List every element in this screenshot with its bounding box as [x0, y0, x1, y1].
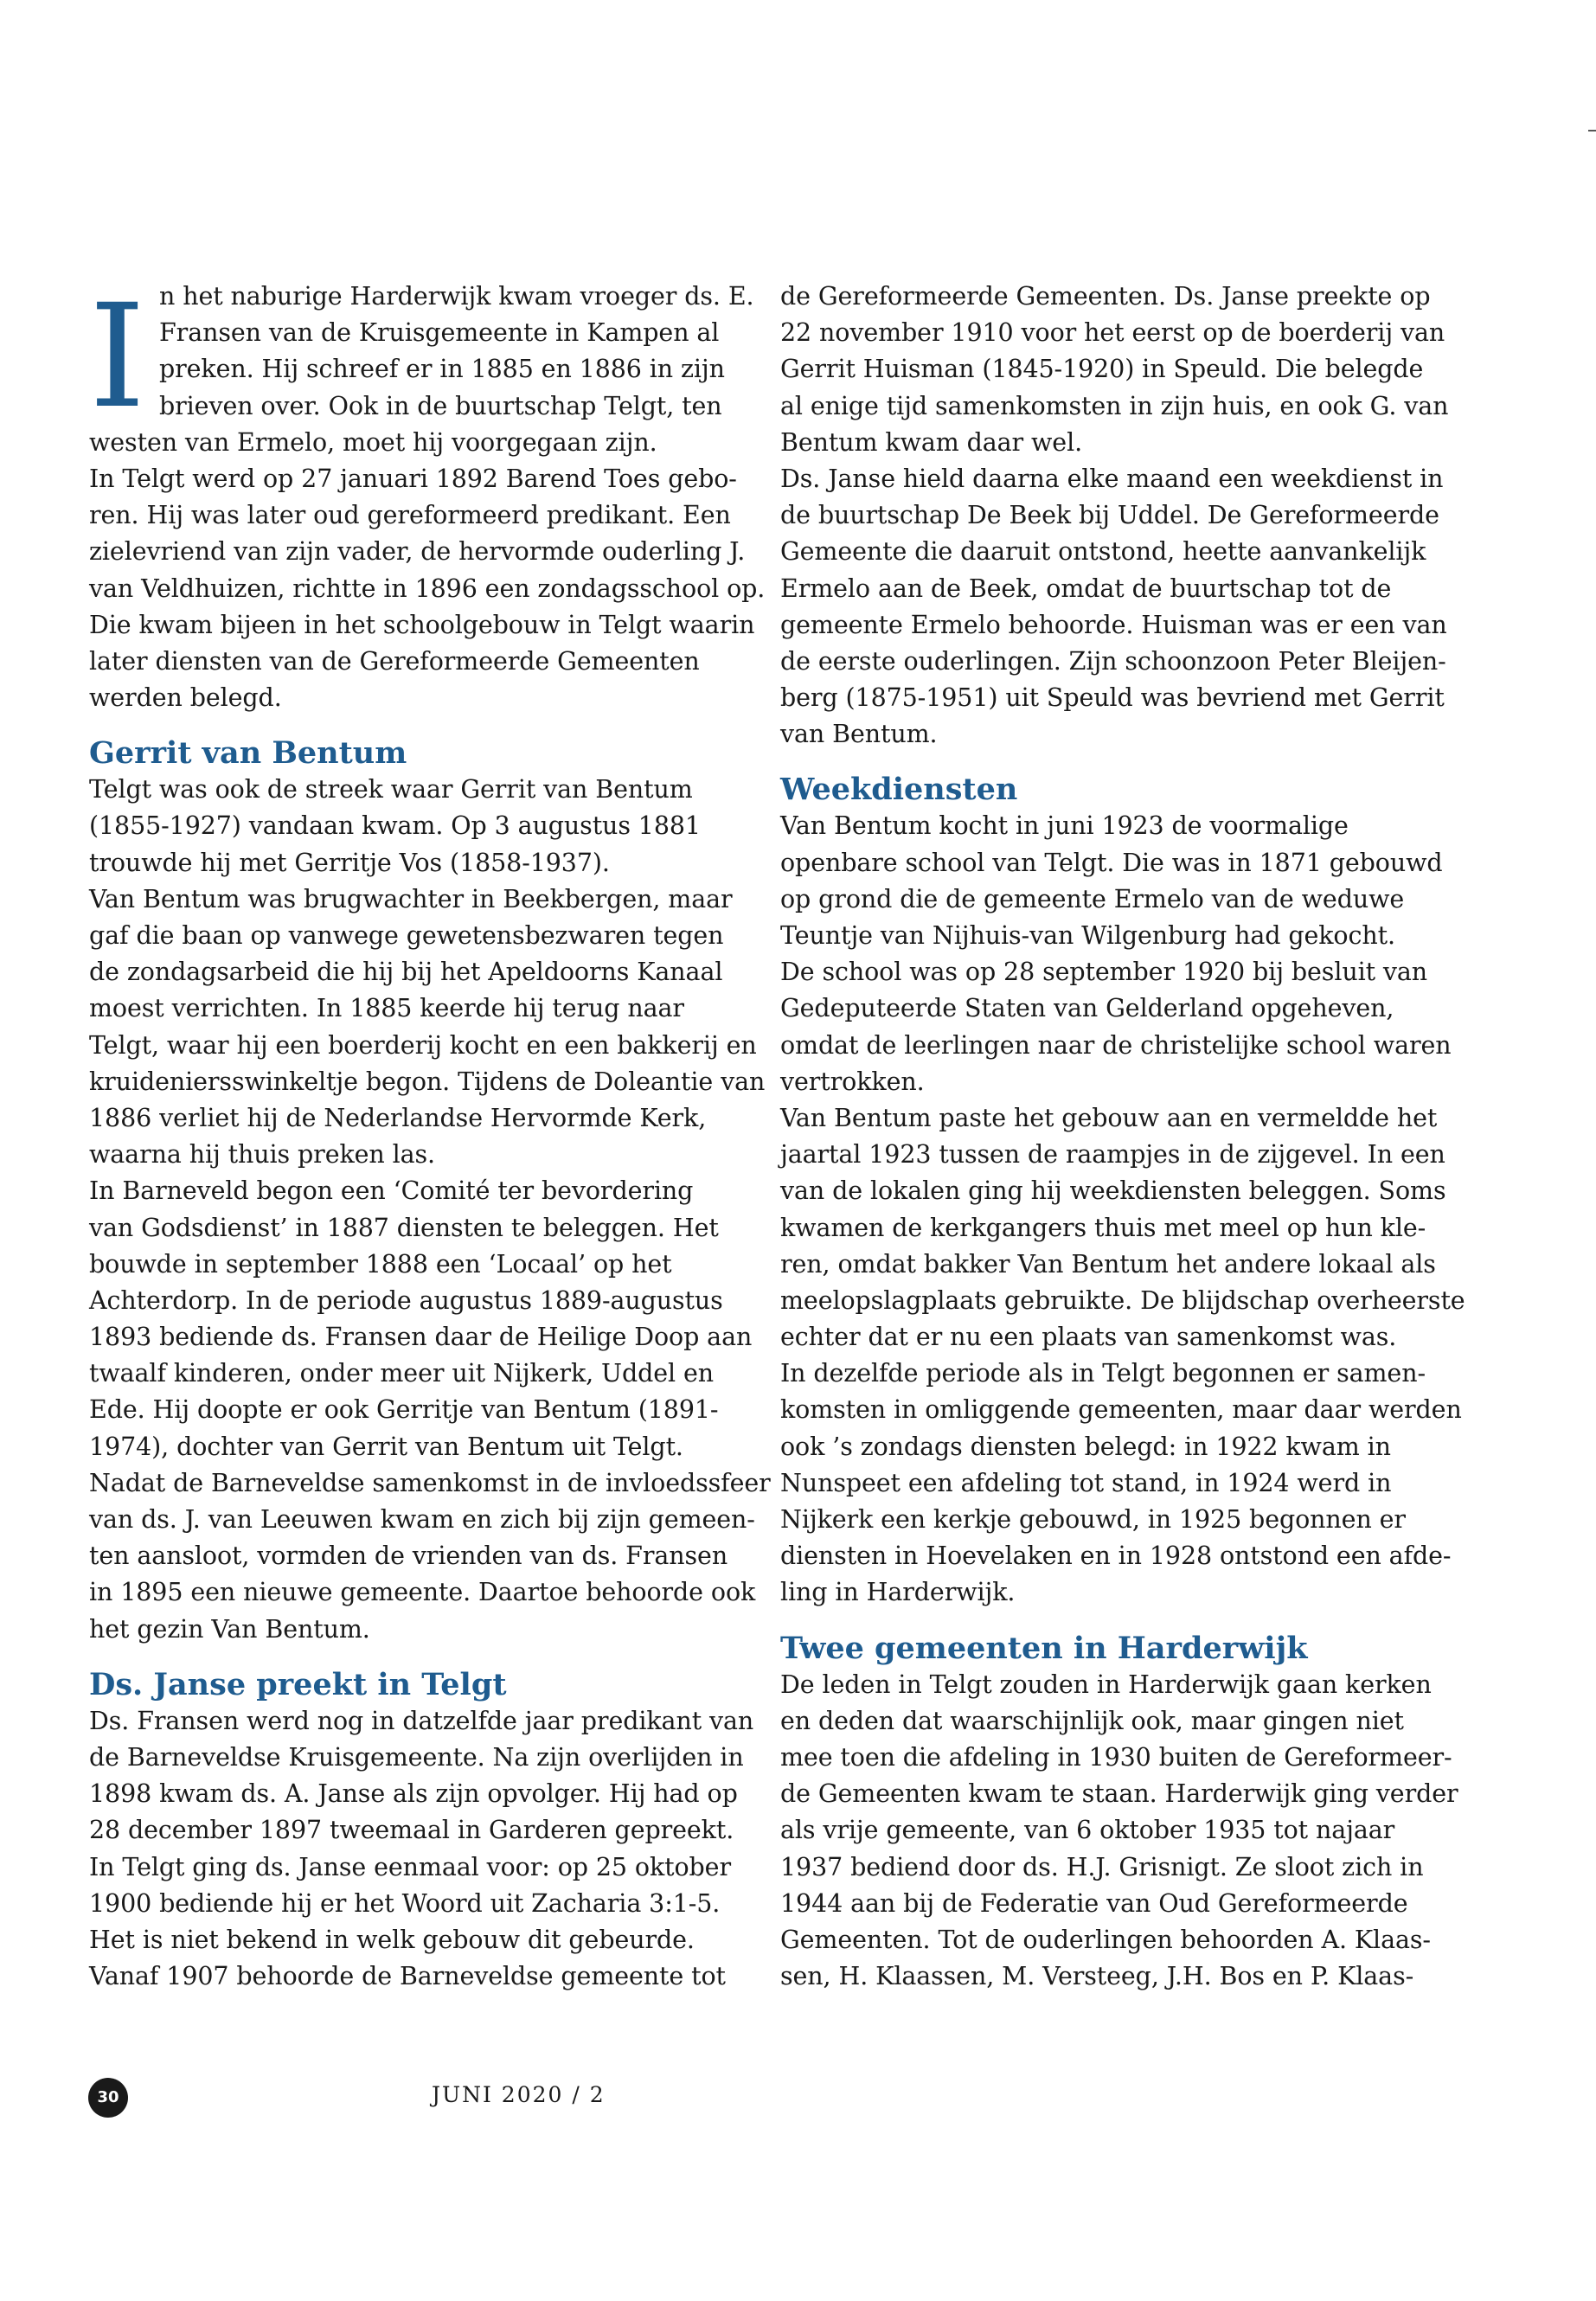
text-line: de Gereformeerde Gemeenten. Ds. Janse preekte op [780, 282, 1431, 311]
text-line: ten aansloot, vormden de vrienden van ds. Fransen [89, 1541, 728, 1571]
text-line: Van Bentum was brugwachter in Beekbergen, maar [89, 884, 733, 913]
text-line: Ede. Hij doopte er ook Gerritje van Bentum (1891- [89, 1395, 719, 1425]
text-line: jaartal 1923 tussen de raampjes in de zijgevel. In een [780, 1140, 1445, 1170]
text-line: kwamen de kerkgangers thuis met meel op hun kle- [780, 1213, 1426, 1242]
text-line: 28 december 1897 tweemaal in Garderen gepreekt. [89, 1816, 734, 1845]
text-line: Ds. Fransen werd nog in datzelfde jaar predikant van [89, 1706, 754, 1735]
text-line: Achterdorp. In de periode augustus 1889-augustus [89, 1285, 723, 1315]
heading-twee-gemeenten: Twee gemeenten in Harderwijk [780, 1630, 1308, 1666]
intro-paragraph [89, 279, 754, 425]
text-line: Gemeenten. Tot de ouderlingen behoorden A. Klaas- [780, 1925, 1431, 1954]
paragraph-ds-janse [89, 1703, 754, 1996]
text-line: later diensten van de Gereformeerde Gemeenten [89, 646, 700, 676]
text-line: Telgt, waar hij een boerderij kocht en een bakkerij en [89, 1030, 757, 1060]
text-line: echter dat er nu een plaats van samenkomst was. [780, 1323, 1397, 1352]
text-line: openbare school van Telgt. Die was in 1871 gebouwd [780, 848, 1443, 877]
text-line: Gerrit Huisman (1845-1920) in Speuld. Die belegde [780, 355, 1424, 384]
text-line: al enige tijd samenkomsten in zijn huis, en ook G. van [780, 391, 1449, 420]
text-line: In Telgt werd op 27 januari 1892 Barend Toes gebo- [89, 464, 737, 493]
text-line: 1893 bediende ds. Fransen daar de Heilige Doop aan [89, 1323, 753, 1352]
text-line: van Veldhuizen, richtte in 1896 een zondagsschool op. [89, 574, 766, 603]
text-line: Ermelo aan de Beek, omdat de buurtschap tot de [780, 574, 1392, 603]
text-line: westen van Ermelo, moet hij voorgegaan zijn. [89, 427, 657, 457]
text-line: van Godsdienst’ in 1887 diensten te beleggen. Het [89, 1213, 719, 1242]
text-line: omdat de leerlingen naar de christelijke school waren [780, 1030, 1452, 1060]
text-line: Die kwam bijeen in het schoolgebouw in Telgt waarin [89, 610, 755, 639]
text-line: Nadat de Barneveldse samenkomst in de invloedssfeer [89, 1468, 771, 1497]
text-line: sen, H. Klaassen, M. Versteeg, J.H. Bos en P. Klaas- [780, 1962, 1414, 1991]
text-line: Vanaf 1907 behoorde de Barneveldse gemeente tot [89, 1962, 726, 1991]
text-line: 1886 verliet hij de Nederlandse Hervormde Kerk, [89, 1103, 707, 1132]
text-line: Ds. Janse hield daarna elke maand een weekdienst in [780, 464, 1444, 493]
text-line: kruideniersswinkeltje begon. Tijdens de Doleantie van [89, 1067, 766, 1096]
text-line: berg (1875-1951) uit Speuld was bevriend met Gerrit [780, 683, 1445, 713]
text-line: moest verrichten. In 1885 keerde hij terug naar [89, 994, 684, 1023]
heading-gerrit-van-bentum: Gerrit van Bentum [89, 735, 407, 772]
text-line: 1944 aan bij de Federatie van Oud Gereformeerde [780, 1888, 1408, 1918]
text-line: de buurtschap De Beek bij Uddel. De Gereformeerde [780, 501, 1439, 530]
page-number-badge: 30 [88, 2078, 128, 2118]
text-line: als vrije gemeente, van 6 oktober 1935 tot najaar [780, 1816, 1395, 1845]
text-line: Telgt was ook de streek waar Gerrit van Bentum [89, 775, 693, 804]
right-column [780, 279, 1465, 1995]
left-column [89, 273, 771, 1995]
text-line: en deden dat waarschijnlijk ook, maar gingen niet [780, 1706, 1404, 1735]
text-line: In Telgt ging ds. Janse eenmaal voor: op 25 oktober [89, 1852, 731, 1881]
edge-mark [1588, 130, 1596, 131]
text-line: ren, omdat bakker Van Bentum het andere lokaal als [780, 1249, 1436, 1279]
text-line: twaalf kinderen, onder meer uit Nijkerk, Uddel en [89, 1359, 715, 1388]
text-line: In Barneveld begon een ‘Comité ter bevordering [89, 1176, 694, 1206]
text-line: Gemeente die daaruit ontstond, heette aanvankelijk [780, 537, 1426, 567]
text-line: zielevriend van zijn vader, de hervormde ouderling J. [89, 537, 746, 567]
text-line: in 1895 een nieuwe gemeente. Daartoe behoorde ook [89, 1578, 756, 1607]
text-line: preken. Hij schreef er in 1885 en 1886 in zijn [159, 355, 725, 384]
text-line: Van Bentum paste het gebouw aan en vermeldde het [780, 1103, 1438, 1132]
text-line: ling in Harderwijk. [780, 1578, 1016, 1607]
text-line: 1900 bediende hij er het Woord uit Zacharia 3:1-5. [89, 1888, 721, 1918]
text-line: meelopslagplaats gebruikte. De blijdschap overheerste [780, 1285, 1465, 1315]
text-line: Nunspeet een afdeling tot stand, in 1924 werd in [780, 1468, 1392, 1497]
text-line: Bentum kwam daar wel. [780, 427, 1083, 457]
text-line: Nijkerk een kerkje gebouwd, in 1925 begonnen er [780, 1505, 1406, 1534]
text-line: De school was op 28 september 1920 bij besluit van [780, 958, 1428, 987]
heading-ds-janse: Ds. Janse preekt in Telgt [89, 1666, 507, 1702]
text-line: ook ’s zondags diensten belegd: in 1922 kwam in [780, 1432, 1391, 1461]
text-line: ren. Hij was later oud gereformeerd predikant. Een [89, 501, 731, 530]
text-line: trouwde hij met Gerritje Vos (1858-1937). [89, 848, 610, 877]
text-line: van de lokalen ging hij weekdiensten beleggen. Soms [780, 1176, 1446, 1206]
text-line: Teuntje van Nijhuis-van Wilgenburg had gekocht. [780, 921, 1395, 950]
paragraph-twee-gemeenten [780, 1667, 1458, 1996]
text-line: De leden in Telgt zouden in Harderwijk gaan kerken [780, 1670, 1432, 1699]
text-line: van Bentum. [780, 720, 938, 749]
text-line: diensten in Hoevelaken en in 1928 ontstond een afde- [780, 1541, 1452, 1571]
text-line: 1974), dochter van Gerrit van Bentum uit Telgt. [89, 1432, 683, 1461]
text-line: bouwde in september 1888 een ‘Locaal’ op het [89, 1249, 672, 1279]
text-line: 1898 kwam ds. A. Janse als zijn opvolger. Hij had op [89, 1779, 738, 1809]
text-line: Het is niet bekend in welk gebouw dit gebeurde. [89, 1925, 695, 1954]
text-line: n het naburige Harderwijk kwam vroeger ds. E. [159, 282, 754, 311]
text-line: vertrokken. [780, 1067, 925, 1096]
text-line: de eerste ouderlingen. Zijn schoonzoon Peter Bleijen- [780, 646, 1446, 676]
text-line: 22 november 1910 voor het eerst op de boerderij van [780, 318, 1445, 348]
text-line: op grond die de gemeente Ermelo van de weduwe [780, 884, 1405, 913]
paragraph-gerrit-van-bentum [89, 772, 771, 1648]
drop-cap: I [89, 273, 146, 439]
paragraph-weekdiensten [780, 808, 1465, 1611]
issue-label: JUNI 2020 / 2 [432, 2082, 606, 2107]
text-line: Fransen van de Kruisgemeente in Kampen al [159, 318, 720, 348]
heading-weekdiensten: Weekdiensten [780, 772, 1018, 808]
text-line: de Gemeenten kwam te staan. Harderwijk ging verder [780, 1779, 1458, 1809]
text-line: Gedeputeerde Staten van Gelderland opgeheven, [780, 994, 1394, 1023]
text-line: 1937 bediend door ds. H.J. Grisnigt. Ze sloot zich in [780, 1852, 1424, 1881]
text-line: waarna hij thuis preken las. [89, 1140, 436, 1170]
text-line: gemeente Ermelo behoorde. Huisman was er een van [780, 610, 1447, 639]
text-line: (1855-1927) vandaan kwam. Op 3 augustus 1881 [89, 811, 701, 841]
text-line: Van Bentum kocht in juni 1923 de voormalige [780, 811, 1349, 841]
paragraph-telgt [89, 425, 766, 717]
text-line: werden belegd. [89, 683, 282, 713]
text-line: brieven over. Ook in de buurtschap Telgt, ten [159, 391, 722, 420]
text-line: In dezelfde periode als in Telgt begonnen er samen- [780, 1359, 1426, 1388]
text-line: mee toen die afdeling in 1930 buiten de Gereformeer- [780, 1742, 1452, 1772]
paragraph-gereformeerde-gemeenten [780, 279, 1449, 753]
text-line: de zondagsarbeid die hij bij het Apeldoorns Kanaal [89, 958, 723, 987]
text-line: komsten in omliggende gemeenten, maar daar werden [780, 1395, 1462, 1425]
text-line: gaf die baan op vanwege gewetensbezwaren tegen [89, 921, 724, 950]
text-line: van ds. J. van Leeuwen kwam en zich bij zijn gemeen- [89, 1505, 755, 1534]
text-line: de Barneveldse Kruisgemeente. Na zijn overlijden in [89, 1742, 744, 1772]
text-line: het gezin Van Bentum. [89, 1614, 370, 1644]
